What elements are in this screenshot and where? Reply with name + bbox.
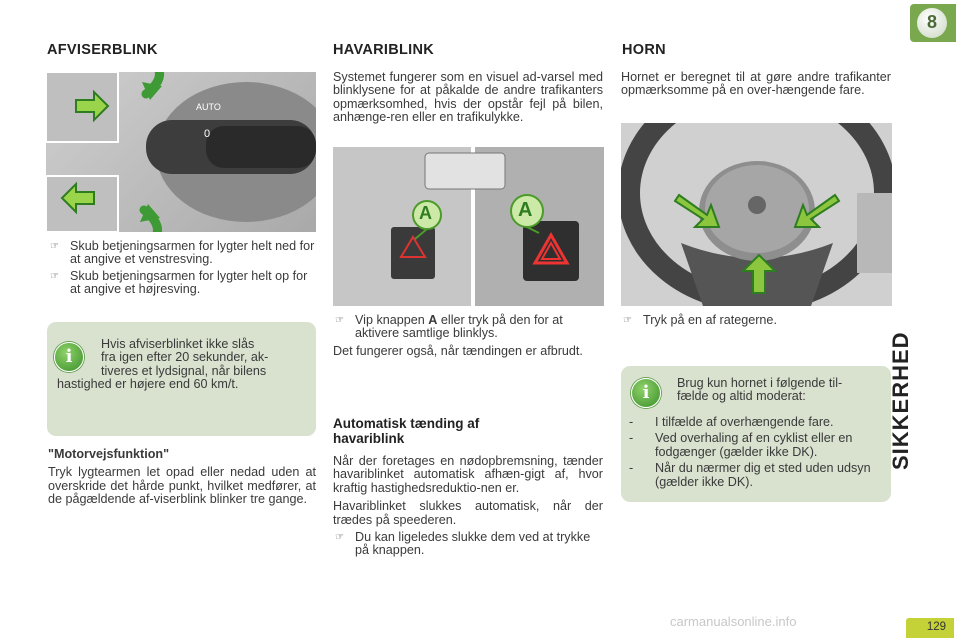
list-item: - I tilfælde af overhængende fare. [629, 415, 834, 429]
bullet-icon: ☞ [335, 532, 344, 544]
lever-label-auto: AUTO [196, 102, 221, 112]
motorway-text: Tryk lygtearmen let opad eller nedad uden at overskride det hårde punkt, hvilket medfører, at de pågældende af-viserblink blinker tre gange. [48, 465, 316, 507]
page-number: 129 [906, 618, 954, 638]
bullet-icon: ☞ [335, 315, 344, 326]
auto-hazard-heading: Automatisk tænding af havariblink [333, 416, 480, 446]
info-box-afviserblink [47, 322, 316, 436]
info-line: Hvis afviserblinket ikke slås [101, 337, 255, 351]
watermark: carmanualsonline.info [670, 614, 797, 629]
button-a-label-2: A [518, 199, 533, 221]
lever-label-zero: 0 [204, 128, 211, 140]
hazard-p3: Når der foretages en nødopbremsning, tænder havariblinket automatisk afhæn-gigt af, hvor kraftig hastighedsreduktio-nen er. [333, 454, 603, 495]
hazard-p4: Havariblinket slukkes automatisk, når der trædes på speederen. [333, 499, 603, 527]
bullet-icon: ☞ [50, 241, 59, 252]
list-item: - Når du nærmer dig et sted uden udsyn (gælder ikke DK). [629, 461, 871, 489]
bullet-item: ☞ Skub betjeningsarmen for lygter helt ned for at angive et venstresving. [50, 239, 315, 267]
info-line: hastighed er højere end 60 km/t. [57, 377, 239, 392]
info-line: fra igen efter 20 sekunder, ak- [101, 350, 269, 365]
info-icon: i [54, 342, 84, 372]
list-item: - Ved overhaling af en cyklist eller en fodgænger (gælder ikke DK). [629, 431, 853, 459]
hazard-p2: Det fungerer også, når tændingen er afbrudt. [333, 343, 583, 358]
bullet-item: ☞ Tryk på en af rategerne. [623, 313, 777, 327]
info-line: fælde og altid moderat: [677, 389, 806, 404]
button-a-label-1: A [419, 203, 432, 223]
info-line: tiveres et lydsignal, når bilens [101, 363, 267, 378]
hazard-intro: Systemet fungerer som en visuel ad-varsel med blinklysene for at påkalde de andre trafikanters opmærksomhed, hvis der opstår fejl på bilen, anhænge-ren eller en trafikulykke. [333, 70, 603, 125]
bullet-item: ☞ Vip knappen A eller tryk på den for at aktivere samtlige blinklys. [335, 313, 563, 341]
info-icon: i [631, 378, 661, 408]
heading-afviserblink: AFVISERBLINK [47, 42, 158, 58]
col1-bullets [48, 240, 316, 297]
info-line: Brug kun hornet i følgende til- [677, 376, 843, 390]
chapter-title: SIKKERHED [888, 331, 913, 470]
chapter-number-badge: 8 [917, 8, 947, 38]
hazard-button-image [333, 147, 604, 306]
steering-wheel-image [621, 123, 892, 306]
horn-intro: Hornet er beregnet til at gøre andre trafikanter opmærksomme på en over-hængende fare. [621, 70, 891, 98]
bullet-icon: ☞ [50, 270, 59, 282]
bullet-item: ☞ Skub betjeningsarmen for lygter helt op for at angive et højresving. [50, 268, 308, 297]
bullet-icon: ☞ [623, 315, 632, 326]
turn-signal-lever-image [46, 72, 316, 232]
bullet-item: ☞ Du kan ligeledes slukke dem ved at trykke på knappen. [335, 530, 591, 558]
info-box-horn [621, 366, 891, 502]
heading-havariblink: HAVARIBLINK [333, 42, 435, 58]
motorway-title: "Motorvejsfunktion" [48, 447, 170, 461]
heading-horn: HORN [622, 42, 666, 58]
